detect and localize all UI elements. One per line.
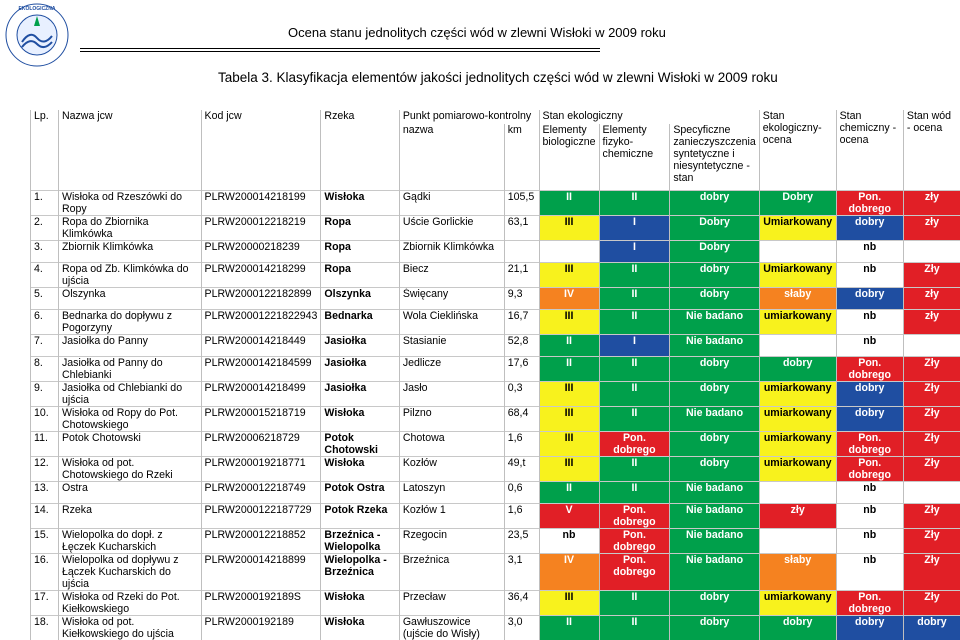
cell-stan-ekologiczny: Dobry: [759, 191, 836, 216]
cell-kod-jcw: PLRW2000122182899: [201, 288, 321, 310]
cell-kod-jcw: PLRW2000142184599: [201, 357, 321, 382]
cell-kod-jcw: PLRW200015218719: [201, 407, 321, 432]
cell-kod-jcw: PLRW20006218729: [201, 432, 321, 457]
cell-kod-jcw: PLRW2000192189: [201, 616, 321, 640]
cell-nazwa-jcw: Wisłoka od pot. Kiełkowskiego do ujścia: [58, 616, 201, 640]
cell-rzeka: Potok Rzeka: [321, 504, 399, 529]
cell-elementy-fizykochemiczne: Pon. dobrego: [599, 554, 670, 591]
foundation-logo-icon: [4, 2, 70, 68]
cell-elementy-fizykochemiczne: Pon. dobrego: [599, 504, 670, 529]
cell-nazwa-jcw: Jasiołka do Panny: [58, 335, 201, 357]
cell-lp: 17.: [31, 591, 59, 616]
cell-kod-jcw: PLRW2000192189S: [201, 591, 321, 616]
cell-stan-chemiczny: nb: [836, 554, 903, 591]
cell-kod-jcw: PLRW20000218239: [201, 241, 321, 263]
cell-elementy-biologiczne: III: [539, 263, 599, 288]
cell-specyficzne: Nie badano: [670, 529, 759, 554]
table-row: [31, 288, 960, 310]
cell-km: 23,5: [504, 529, 539, 554]
cell-punkt: Stasianie: [399, 335, 504, 357]
cell-elementy-fizykochemiczne: I: [599, 335, 670, 357]
cell-rzeka: Wisłoka: [321, 591, 399, 616]
cell-km: 3,1: [504, 554, 539, 591]
cell-stan-wod: Zły: [903, 407, 960, 432]
cell-punkt: Rzegocin: [399, 529, 504, 554]
cell-nazwa-jcw: Potok Chotowski: [58, 432, 201, 457]
col-rzeka: Rzeka: [321, 110, 399, 124]
cell-stan-ekologiczny: Umiarkowany: [759, 263, 836, 288]
cell-stan-wod: dobry: [903, 616, 960, 640]
cell-rzeka: Brzeźnica - Wielopolka: [321, 529, 399, 554]
table-title: Tabela 3. Klasyfikacja elementów jakości jednolitych części wód w zlewni Wisłoki w 2009 roku: [218, 70, 778, 85]
cell-specyficzne: dobry: [670, 288, 759, 310]
cell-rzeka: Ropa: [321, 216, 399, 241]
cell-lp: 7.: [31, 335, 59, 357]
cell-rzeka: Wisłoka: [321, 457, 399, 482]
header-rule: [80, 48, 600, 49]
col-stan-wod: Stan wód - ocena: [903, 110, 960, 191]
cell-stan-chemiczny: dobry: [836, 216, 903, 241]
cell-lp: 3.: [31, 241, 59, 263]
cell-stan-chemiczny: dobry: [836, 288, 903, 310]
cell-elementy-biologiczne: [539, 241, 599, 263]
cell-nazwa-jcw: Ropa od Zb. Klimkówka do ujścia: [58, 263, 201, 288]
col-kod-jcw: Kod jcw: [201, 110, 321, 124]
cell-rzeka: Bednarka: [321, 310, 399, 335]
cell-rzeka: Jasiołka: [321, 335, 399, 357]
cell-stan-ekologiczny: dobry: [759, 357, 836, 382]
cell-stan-ekologiczny: umiarkowany: [759, 407, 836, 432]
cell-stan-chemiczny: nb: [836, 263, 903, 288]
cell-specyficzne: dobry: [670, 432, 759, 457]
header-rule-2: [80, 51, 600, 52]
classification-table: [30, 110, 960, 640]
cell-specyficzne: Nie badano: [670, 310, 759, 335]
cell-punkt: Jedlicze: [399, 357, 504, 382]
cell-stan-ekologiczny: dobry: [759, 616, 836, 640]
col-punkt-km: km: [504, 124, 539, 191]
cell-rzeka: Potok Ostra: [321, 482, 399, 504]
cell-stan-ekologiczny: [759, 241, 836, 263]
cell-elementy-biologiczne: V: [539, 504, 599, 529]
cell-elementy-biologiczne: III: [539, 591, 599, 616]
cell-stan-chemiczny: Pon. dobrego: [836, 191, 903, 216]
cell-kod-jcw: PLRW200014218199: [201, 191, 321, 216]
cell-stan-wod: Zły: [903, 357, 960, 382]
cell-elementy-fizykochemiczne: Pon. dobrego: [599, 529, 670, 554]
cell-nazwa-jcw: Wisłoka od Ropy do Pot. Chotowskiego: [58, 407, 201, 432]
svg-text:EKOLOGICZNA: EKOLOGICZNA: [19, 6, 56, 12]
cell-elementy-biologiczne: II: [539, 191, 599, 216]
cell-specyficzne: Nie badano: [670, 482, 759, 504]
cell-km: 63,1: [504, 216, 539, 241]
cell-elementy-biologiczne: nb: [539, 529, 599, 554]
cell-stan-ekologiczny: [759, 529, 836, 554]
col-punkt-nazwa: nazwa: [399, 124, 504, 191]
cell-lp: 6.: [31, 310, 59, 335]
cell-stan-ekologiczny: umiarkowany: [759, 310, 836, 335]
cell-elementy-biologiczne: II: [539, 482, 599, 504]
cell-elementy-biologiczne: II: [539, 357, 599, 382]
cell-stan-ekologiczny: [759, 482, 836, 504]
cell-nazwa-jcw: Wisłoka od pot. Chotowskiego do Rzeki: [58, 457, 201, 482]
cell-rzeka: Jasiołka: [321, 357, 399, 382]
cell-kod-jcw: PLRW2000122187729: [201, 504, 321, 529]
cell-punkt: Przecław: [399, 591, 504, 616]
col-specyficzne: Specyficzne zanieczyszczenia syntetyczne i niesyntetyczne - stan: [670, 124, 759, 191]
cell-punkt: Kozłów 1: [399, 504, 504, 529]
cell-elementy-biologiczne: III: [539, 216, 599, 241]
cell-stan-chemiczny: nb: [836, 529, 903, 554]
cell-stan-ekologiczny: [759, 335, 836, 357]
cell-elementy-biologiczne: III: [539, 310, 599, 335]
cell-kod-jcw: PLRW200014218499: [201, 382, 321, 407]
col-elementy-biologiczne: Elementy biologiczne: [539, 124, 599, 191]
cell-punkt: Pilzno: [399, 407, 504, 432]
cell-elementy-fizykochemiczne: I: [599, 241, 670, 263]
cell-elementy-biologiczne: II: [539, 335, 599, 357]
cell-stan-ekologiczny: Umiarkowany: [759, 216, 836, 241]
cell-elementy-biologiczne: III: [539, 457, 599, 482]
cell-km: 49,t: [504, 457, 539, 482]
table-row: [31, 616, 960, 640]
cell-elementy-biologiczne: IV: [539, 288, 599, 310]
cell-rzeka: Jasiołka: [321, 382, 399, 407]
cell-km: 1,6: [504, 432, 539, 457]
cell-nazwa-jcw: Rzeka: [58, 504, 201, 529]
cell-stan-wod: [903, 335, 960, 357]
table-row: [31, 591, 960, 616]
table-row: [31, 263, 960, 288]
cell-km: 1,6: [504, 504, 539, 529]
cell-punkt: Gądki: [399, 191, 504, 216]
cell-specyficzne: dobry: [670, 591, 759, 616]
cell-lp: 14.: [31, 504, 59, 529]
cell-punkt: Wola Cieklińska: [399, 310, 504, 335]
cell-elementy-fizykochemiczne: II: [599, 382, 670, 407]
cell-lp: 11.: [31, 432, 59, 457]
cell-elementy-fizykochemiczne: II: [599, 591, 670, 616]
cell-elementy-fizykochemiczne: II: [599, 407, 670, 432]
cell-lp: 15.: [31, 529, 59, 554]
page-header-title: Ocena stanu jednolitych części wód w zlewni Wisłoki w 2009 roku: [288, 25, 666, 40]
cell-rzeka: Olszynka: [321, 288, 399, 310]
cell-lp: 4.: [31, 263, 59, 288]
cell-stan-wod: Zły: [903, 554, 960, 591]
cell-specyficzne: Nie badano: [670, 504, 759, 529]
cell-km: 68,4: [504, 407, 539, 432]
cell-nazwa-jcw: Wisłoka od Rzeszówki do Ropy: [58, 191, 201, 216]
cell-punkt: Jasło: [399, 382, 504, 407]
cell-stan-ekologiczny: słaby: [759, 554, 836, 591]
cell-elementy-fizykochemiczne: II: [599, 263, 670, 288]
cell-specyficzne: Dobry: [670, 241, 759, 263]
cell-lp: 10.: [31, 407, 59, 432]
cell-elementy-fizykochemiczne: II: [599, 288, 670, 310]
cell-lp: 5.: [31, 288, 59, 310]
table-row: [31, 432, 960, 457]
cell-elementy-biologiczne: III: [539, 407, 599, 432]
cell-elementy-biologiczne: IV: [539, 554, 599, 591]
cell-stan-wod: Zły: [903, 504, 960, 529]
col-punkt: Punkt pomiarowo-kontrolny: [399, 110, 539, 124]
table-row: [31, 504, 960, 529]
cell-lp: 18.: [31, 616, 59, 640]
cell-specyficzne: Nie badano: [670, 407, 759, 432]
cell-specyficzne: dobry: [670, 457, 759, 482]
cell-elementy-biologiczne: III: [539, 382, 599, 407]
cell-elementy-fizykochemiczne: II: [599, 357, 670, 382]
cell-rzeka: Wisłoka: [321, 616, 399, 640]
cell-nazwa-jcw: Ropa do Zbiornika Klimkówka: [58, 216, 201, 241]
cell-stan-chemiczny: Pon. dobrego: [836, 457, 903, 482]
cell-nazwa-jcw: Bednarka do dopływu z Pogorzyny: [58, 310, 201, 335]
cell-lp: 1.: [31, 191, 59, 216]
cell-specyficzne: dobry: [670, 357, 759, 382]
cell-lp: 13.: [31, 482, 59, 504]
cell-km: 105,5: [504, 191, 539, 216]
cell-stan-wod: [903, 482, 960, 504]
cell-elementy-fizykochemiczne: II: [599, 457, 670, 482]
cell-stan-chemiczny: nb: [836, 241, 903, 263]
table-row: [31, 335, 960, 357]
cell-km: 0,6: [504, 482, 539, 504]
cell-elementy-fizykochemiczne: II: [599, 310, 670, 335]
cell-elementy-fizykochemiczne: I: [599, 216, 670, 241]
cell-stan-ekologiczny: umiarkowany: [759, 591, 836, 616]
cell-elementy-fizykochemiczne: Pon. dobrego: [599, 432, 670, 457]
col-nazwa-jcw: Nazwa jcw: [58, 110, 201, 124]
cell-nazwa-jcw: Jasiołka od Chlebianki do ujścia: [58, 382, 201, 407]
cell-specyficzne: Dobry: [670, 216, 759, 241]
cell-lp: 2.: [31, 216, 59, 241]
cell-stan-wod: zły: [903, 191, 960, 216]
cell-nazwa-jcw: Wielopolka do dopł. z Łęczek Kucharskich: [58, 529, 201, 554]
cell-stan-ekologiczny: zły: [759, 504, 836, 529]
col-stan-chemiczny: Stan chemiczny - ocena: [836, 110, 903, 191]
cell-km: 9,3: [504, 288, 539, 310]
cell-punkt: Latoszyn: [399, 482, 504, 504]
cell-kod-jcw: PLRW200012218219: [201, 216, 321, 241]
cell-nazwa-jcw: Zbiornik Klimkówka: [58, 241, 201, 263]
table-row: [31, 529, 960, 554]
cell-elementy-fizykochemiczne: II: [599, 191, 670, 216]
cell-stan-chemiczny: nb: [836, 482, 903, 504]
cell-km: 3,0: [504, 616, 539, 640]
cell-stan-chemiczny: Pon. dobrego: [836, 357, 903, 382]
cell-lp: 16.: [31, 554, 59, 591]
cell-stan-wod: Zły: [903, 529, 960, 554]
cell-stan-chemiczny: Pon. dobrego: [836, 432, 903, 457]
cell-stan-ekologiczny: słaby: [759, 288, 836, 310]
cell-specyficzne: dobry: [670, 263, 759, 288]
cell-punkt: Biecz: [399, 263, 504, 288]
cell-km: 17,6: [504, 357, 539, 382]
cell-nazwa-jcw: Wielopolka od dopływu z Łączek Kucharskich do ujścia: [58, 554, 201, 591]
cell-rzeka: Wielopolka - Brzeźnica: [321, 554, 399, 591]
cell-stan-chemiczny: nb: [836, 335, 903, 357]
cell-stan-ekologiczny: umiarkowany: [759, 432, 836, 457]
cell-specyficzne: dobry: [670, 616, 759, 640]
cell-nazwa-jcw: Wisłoka od Rzeki do Pot. Kiełkowskiego: [58, 591, 201, 616]
cell-nazwa-jcw: Jasiołka od Panny do Chlebianki: [58, 357, 201, 382]
cell-lp: 8.: [31, 357, 59, 382]
cell-stan-ekologiczny: umiarkowany: [759, 457, 836, 482]
table-row: [31, 554, 960, 591]
cell-stan-chemiczny: dobry: [836, 407, 903, 432]
cell-stan-wod: Zły: [903, 432, 960, 457]
cell-stan-wod: zły: [903, 216, 960, 241]
cell-km: [504, 241, 539, 263]
cell-nazwa-jcw: Ostra: [58, 482, 201, 504]
cell-stan-wod: Zły: [903, 382, 960, 407]
cell-specyficzne: dobry: [670, 191, 759, 216]
table-row: [31, 310, 960, 335]
cell-stan-chemiczny: nb: [836, 504, 903, 529]
cell-punkt: Gawłuszowice (ujście do Wisły): [399, 616, 504, 640]
cell-stan-wod: [903, 241, 960, 263]
table-row: [31, 457, 960, 482]
cell-kod-jcw: PLRW20001221822943: [201, 310, 321, 335]
cell-punkt: Brzeźnica: [399, 554, 504, 591]
cell-elementy-fizykochemiczne: II: [599, 616, 670, 640]
cell-rzeka: Ropa: [321, 241, 399, 263]
table-row: [31, 407, 960, 432]
cell-km: 21,1: [504, 263, 539, 288]
cell-stan-ekologiczny: umiarkowany: [759, 382, 836, 407]
table-row: [31, 241, 960, 263]
cell-elementy-biologiczne: II: [539, 616, 599, 640]
cell-punkt: Chotowa: [399, 432, 504, 457]
table-row: [31, 216, 960, 241]
cell-nazwa-jcw: Olszynka: [58, 288, 201, 310]
cell-stan-wod: Zły: [903, 263, 960, 288]
cell-punkt: Święcany: [399, 288, 504, 310]
col-stan-ekologiczny: Stan ekologiczny: [539, 110, 759, 124]
cell-stan-wod: zły: [903, 288, 960, 310]
cell-km: 16,7: [504, 310, 539, 335]
cell-rzeka: Potok Chotowski: [321, 432, 399, 457]
cell-rzeka: Ropa: [321, 263, 399, 288]
cell-km: 0,3: [504, 382, 539, 407]
cell-stan-chemiczny: dobry: [836, 382, 903, 407]
cell-kod-jcw: PLRW200012218852: [201, 529, 321, 554]
cell-rzeka: Wisłoka: [321, 407, 399, 432]
cell-kod-jcw: PLRW200014218899: [201, 554, 321, 591]
col-elementy-fizykochemiczne: Elementy fizyko-chemiczne: [599, 124, 670, 191]
cell-specyficzne: Nie badano: [670, 335, 759, 357]
cell-punkt: Kozłów: [399, 457, 504, 482]
cell-elementy-biologiczne: III: [539, 432, 599, 457]
cell-stan-chemiczny: Pon. dobrego: [836, 591, 903, 616]
cell-km: 52,8: [504, 335, 539, 357]
table-row: [31, 482, 960, 504]
cell-kod-jcw: PLRW200014218449: [201, 335, 321, 357]
table-row: [31, 357, 960, 382]
cell-specyficzne: dobry: [670, 382, 759, 407]
cell-stan-chemiczny: dobry: [836, 616, 903, 640]
cell-kod-jcw: PLRW200014218299: [201, 263, 321, 288]
table-row: [31, 191, 960, 216]
cell-stan-chemiczny: nb: [836, 310, 903, 335]
cell-rzeka: Wisłoka: [321, 191, 399, 216]
cell-punkt: Zbiornik Klimkówka: [399, 241, 504, 263]
cell-km: 36,4: [504, 591, 539, 616]
cell-kod-jcw: PLRW200019218771: [201, 457, 321, 482]
table-row: [31, 382, 960, 407]
cell-lp: 12.: [31, 457, 59, 482]
cell-lp: 9.: [31, 382, 59, 407]
cell-stan-wod: Zły: [903, 591, 960, 616]
cell-stan-wod: Zły: [903, 457, 960, 482]
cell-kod-jcw: PLRW200012218749: [201, 482, 321, 504]
col-lp: Lp.: [31, 110, 59, 124]
cell-elementy-fizykochemiczne: II: [599, 482, 670, 504]
cell-punkt: Uście Gorlickie: [399, 216, 504, 241]
cell-specyficzne: Nie badano: [670, 554, 759, 591]
col-stan-ekologiczny-ocena: Stan ekologiczny-ocena: [759, 110, 836, 191]
cell-stan-wod: zły: [903, 310, 960, 335]
